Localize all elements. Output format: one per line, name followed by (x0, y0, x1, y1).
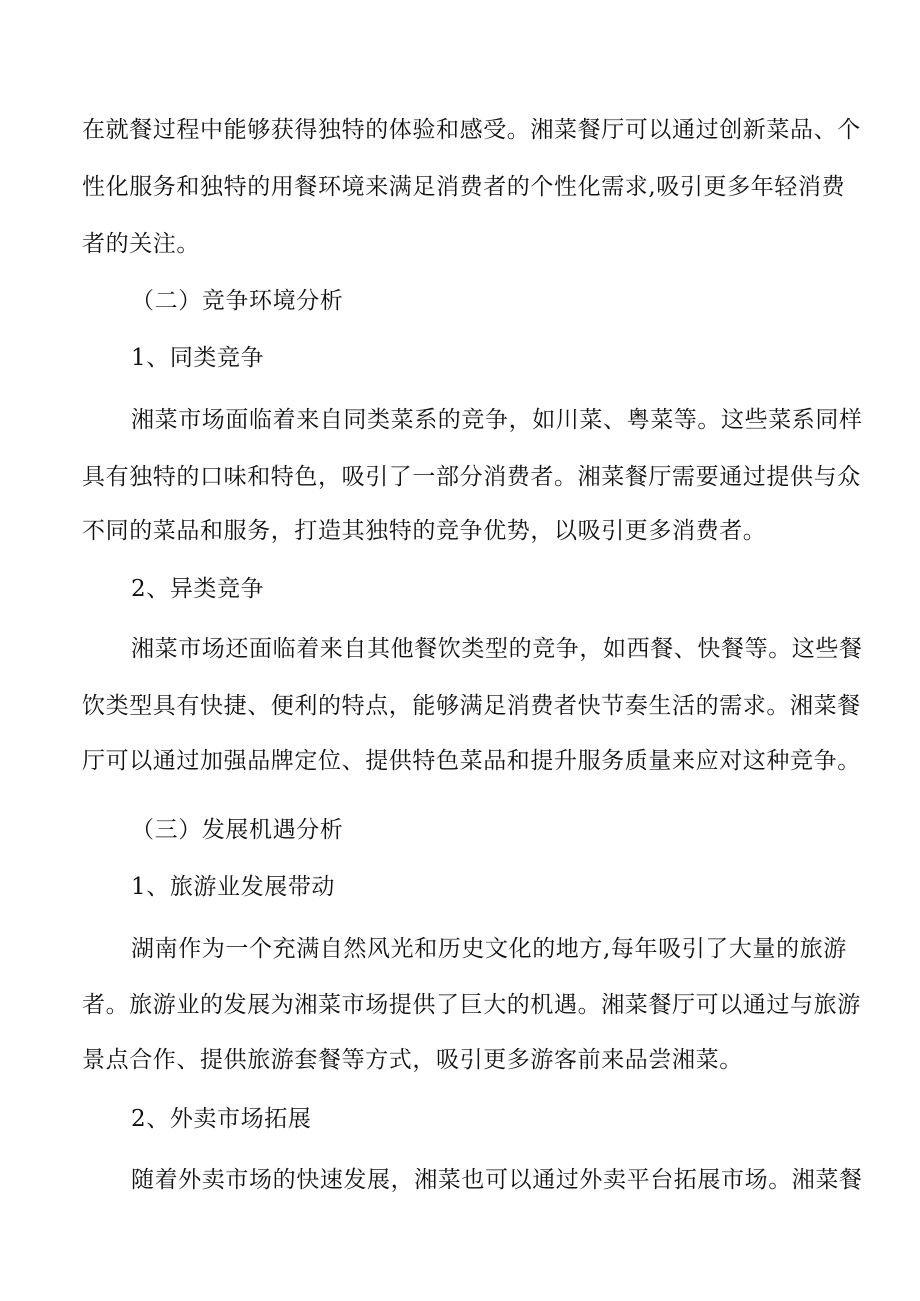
paragraph-line: 在就餐过程中能够获得独特的体验和感受。湘菜餐厅可以通过创新菜品、个 (82, 117, 861, 143)
paragraph-line: 随着外卖市场的快速发展，湘菜也可以通过外卖平台拓展市场。湘菜餐 (131, 1167, 863, 1193)
paragraph-line: 不同的菜品和服务，打造其独特的竞争优势，以吸引更多消费者。 (82, 518, 767, 544)
subheading-delivery-market: 2、外卖市场拓展 (131, 1106, 312, 1132)
section-heading-opportunities: （三）发展机遇分析 (131, 817, 344, 843)
paragraph-line: 饮类型具有快捷、便利的特点，能够满足消费者快节奏生活的需求。湘菜餐 (82, 693, 861, 719)
subheading-different-cuisine-competition: 2、异类竞争 (131, 576, 265, 602)
paragraph-line: 湖南作为一个充满自然风光和历史文化的地方,每年吸引了大量的旅游 (131, 936, 847, 962)
paragraph-line: 厅可以通过加强品牌定位、提供特色菜品和提升服务质量来应对这种竞争。 (82, 748, 861, 774)
paragraph-line: 具有独特的口味和特色，吸引了一部分消费者。湘菜餐厅需要通过提供与众 (82, 464, 861, 490)
paragraph-line: 者的关注。 (82, 231, 200, 257)
subheading-same-cuisine-competition: 1、同类竞争 (131, 345, 265, 371)
paragraph-line: 景点合作、提供旅游套餐等方式，吸引更多游客前来品尝湘菜。 (82, 1047, 743, 1073)
paragraph-line: 湘菜市场还面临着来自其他餐饮类型的竞争，如西餐、快餐等。这些餐 (131, 636, 863, 662)
subheading-tourism: 1、旅游业发展带动 (131, 874, 336, 900)
paragraph-line: 者。旅游业的发展为湘菜市场提供了巨大的机遇。湘菜餐厅可以通过与旅游 (82, 992, 861, 1018)
paragraph-line: 性化服务和独特的用餐环境来满足消费者的个性化需求,吸引更多年轻消费 (82, 174, 846, 200)
section-heading-competition: （二）竞争环境分析 (131, 288, 344, 314)
paragraph-line: 湘菜市场面临着来自同类菜系的竞争，如川菜、粤菜等。这些菜系同样 (131, 407, 863, 433)
